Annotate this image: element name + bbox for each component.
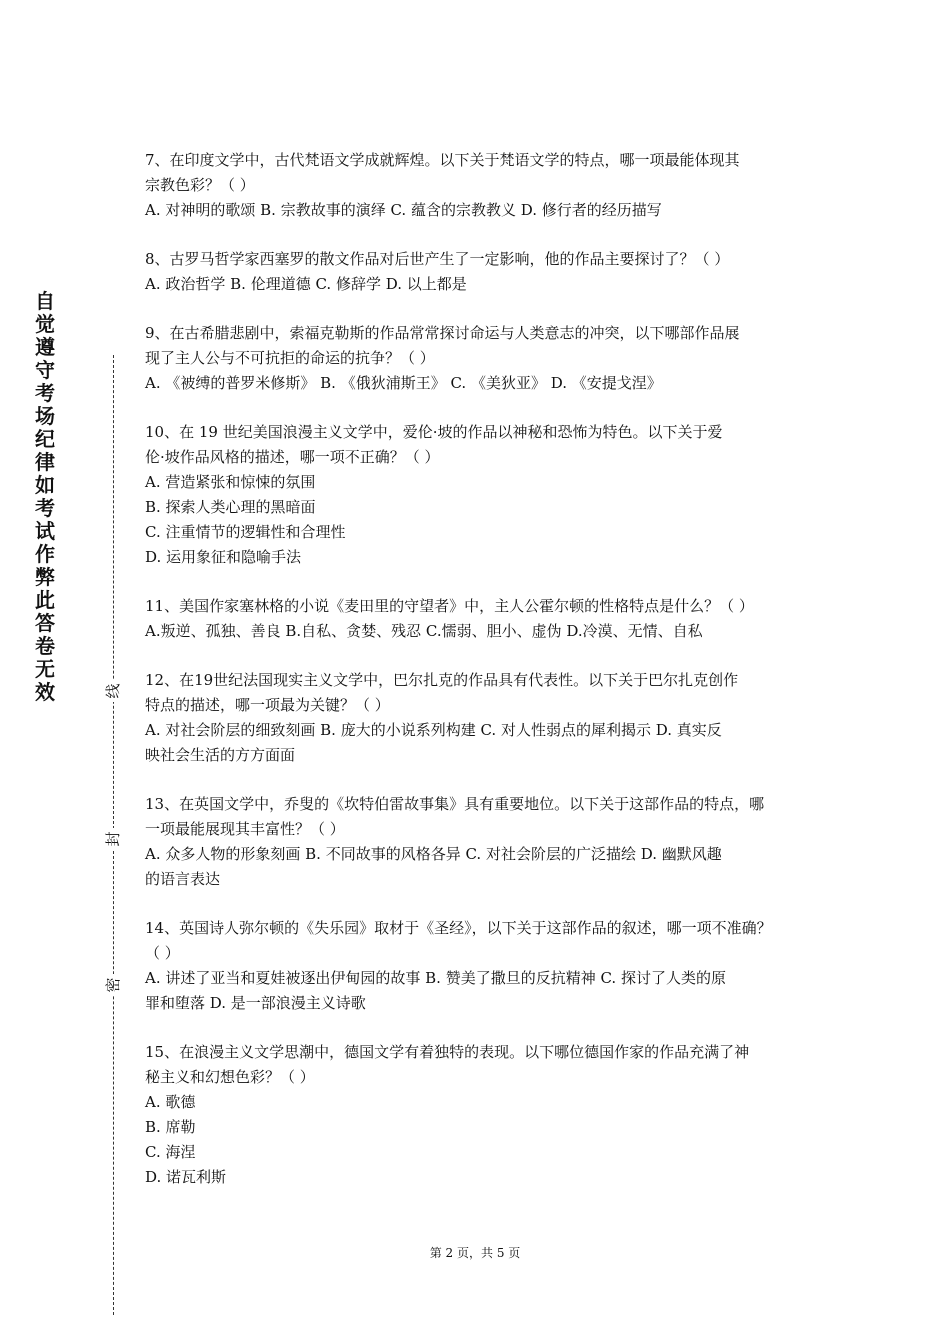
question-list	[145, 148, 815, 1214]
question-text: 宗教色彩？（ ）	[145, 176, 255, 194]
option-b: B. 探索人类心理的黑暗面	[145, 498, 316, 516]
question-text: 12、在19世纪法国现实主义文学中，巴尔扎克的作品具有代表性。以下关于巴尔扎克创作	[145, 671, 739, 689]
option-a: A. 歌德	[145, 1093, 196, 1111]
option-d: D. 运用象征和隐喻手法	[145, 548, 302, 566]
question-options: A. 众多人物的形象刻画 B. 不同故事的风格各异 C. 对社会阶层的广泛描绘 D. 幽默风趣	[145, 845, 722, 863]
question-text: 10、在 19 世纪美国浪漫主义文学中，爱伦·坡的作品以神秘和恐怖为特色。以下关于爱	[145, 423, 723, 441]
question-options: 罪和堕落 D. 是一部浪漫主义诗歌	[145, 994, 366, 1012]
question-9	[145, 321, 815, 396]
question-text: 特点的描述，哪一项最为关键？（ ）	[145, 696, 390, 714]
question-text: 13、在英国文学中，乔叟的《坎特伯雷故事集》具有重要地位。以下关于这部作品的特点，哪	[145, 795, 765, 813]
question-text: 一项最能展现其丰富性？（ ）	[145, 820, 345, 838]
question-15	[145, 1040, 815, 1190]
question-text: 秘主义和幻想色彩？（ ）	[145, 1068, 315, 1086]
question-text: 现了主人公与不可抗拒的命运的抗争？（ ）	[145, 349, 435, 367]
option-a: A. 营造紧张和惊悚的氛围	[145, 473, 316, 491]
question-text: 14、英国诗人弥尔顿的《失乐园》取材于《圣经》，以下关于这部作品的叙述，哪一项不准确？	[145, 919, 772, 937]
question-text: 11、美国作家塞林格的小说《麦田里的守望者》中，主人公霍尔顿的性格特点是什么？（ ）	[145, 597, 754, 615]
question-options: 的语言表达	[145, 870, 221, 888]
option-b: B. 席勒	[145, 1118, 196, 1136]
question-10	[145, 420, 815, 570]
question-text: 7、在印度文学中，古代梵语文学成就辉煌。以下关于梵语文学的特点，哪一项最能体现其	[145, 151, 740, 169]
question-7	[145, 148, 815, 223]
question-13	[145, 792, 815, 892]
question-options: A. 政治哲学 B. 伦理道德 C. 修辞学 D. 以上都是	[145, 275, 467, 293]
question-11	[145, 594, 815, 644]
question-text: 15、在浪漫主义文学思潮中，德国文学有着独特的表现。以下哪位德国作家的作品充满了神	[145, 1043, 750, 1061]
question-options: 映社会生活的方方面面	[145, 746, 296, 764]
binding-mark-line: 线	[100, 680, 126, 702]
question-options: A.叛逆、孤独、善良 B.自私、贪婪、残忍 C.懦弱、胆小、虚伪 D.冷漠、无情、自私	[145, 622, 703, 640]
page-number: 第 2 页，共 5 页	[429, 1246, 521, 1260]
question-options: A. 对神明的歌颂 B. 宗教故事的演绎 C. 蕴含的宗教教义 D. 修行者的经历描写	[145, 201, 662, 219]
option-c: C. 注重情节的逻辑性和合理性	[145, 523, 346, 541]
binding-mark-secret: 密	[100, 974, 126, 996]
question-options: A. 对社会阶层的细致刻画 B. 庞大的小说系列构建 C. 对人性弱点的犀利揭示 D. 真实反	[145, 721, 722, 739]
question-text: （ ）	[145, 944, 180, 962]
question-8	[145, 247, 815, 297]
question-options: A. 《被缚的普罗米修斯》 B. 《俄狄浦斯王》 C. 《美狄亚》 D. 《安提戈涅》	[145, 374, 662, 392]
option-d: D. 诺瓦利斯	[145, 1168, 227, 1186]
question-14	[145, 916, 815, 1016]
question-12	[145, 668, 815, 768]
question-options: A. 讲述了亚当和夏娃被逐出伊甸园的故事 B. 赞美了撒旦的反抗精神 C. 探讨了人类的原	[145, 969, 726, 987]
question-text: 伦·坡作品风格的描述，哪一项不正确？（ ）	[145, 448, 440, 466]
exam-discipline-notice: 自觉遵守考场纪律如考试作弊此答卷无效	[35, 289, 55, 704]
question-text: 9、在古希腊悲剧中，索福克勒斯的作品常常探讨命运与人类意志的冲突，以下哪部作品展	[145, 324, 740, 342]
question-text: 8、古罗马哲学家西塞罗的散文作品对后世产生了一定影响，他的作品主要探讨了？（ ）	[145, 250, 730, 268]
option-c: C. 海涅	[145, 1143, 196, 1161]
binding-mark-seal: 封	[100, 828, 126, 850]
